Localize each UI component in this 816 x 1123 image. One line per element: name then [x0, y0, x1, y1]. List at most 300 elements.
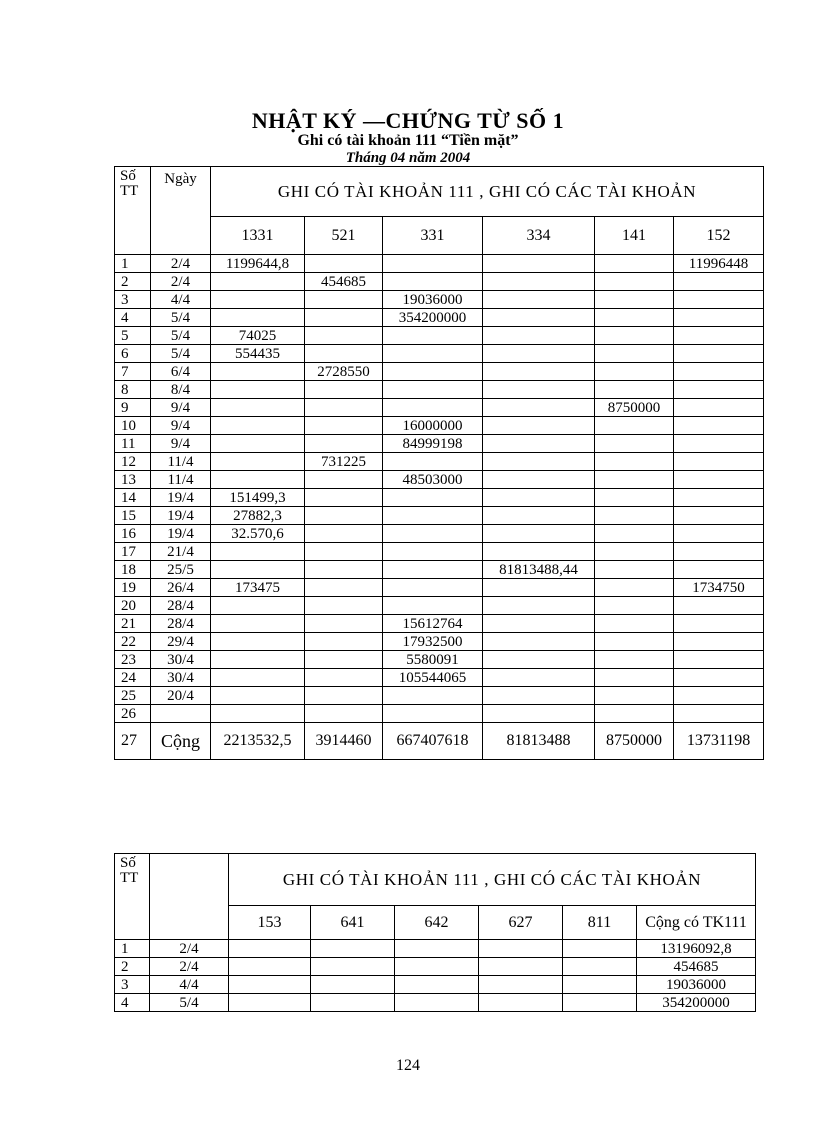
row-number: 26 — [115, 705, 151, 723]
row-value — [305, 381, 383, 399]
row-date: 5/4 — [151, 345, 211, 363]
table-row — [115, 579, 764, 597]
row-value — [483, 327, 595, 345]
row-value — [595, 705, 674, 723]
row-value — [211, 399, 305, 417]
row-number: 18 — [115, 561, 151, 579]
row-value: 74025 — [211, 327, 305, 345]
table-row — [115, 363, 764, 381]
row-value — [595, 615, 674, 633]
row-value — [211, 615, 305, 633]
row-value — [595, 651, 674, 669]
row-number: 10 — [115, 417, 151, 435]
page-subtitle: Ghi có tài khoản 111 “Tiền mặt” — [297, 132, 519, 149]
row-value — [595, 633, 674, 651]
table-row — [115, 994, 756, 1012]
row-value — [595, 381, 674, 399]
account-header: 331 — [383, 217, 483, 255]
row-number: 5 — [115, 327, 151, 345]
total-value: 667407618 — [383, 723, 483, 760]
row-value — [311, 976, 395, 994]
row-value — [305, 345, 383, 363]
row-value: 354200000 — [637, 994, 756, 1012]
row-value — [595, 507, 674, 525]
row-value — [674, 633, 764, 651]
row-value — [674, 525, 764, 543]
row-value — [483, 381, 595, 399]
row-value — [483, 435, 595, 453]
row-value — [479, 994, 563, 1012]
row-number: 20 — [115, 597, 151, 615]
row-date: 9/4 — [151, 435, 211, 453]
table-row — [115, 255, 764, 273]
row-number: 25 — [115, 687, 151, 705]
group-header: GHI CÓ TÀI KHOẢN 111 , GHI CÓ CÁC TÀI KHOẢN — [229, 854, 756, 906]
row-value — [483, 597, 595, 615]
row-value — [595, 561, 674, 579]
row-value — [674, 543, 764, 561]
period-label: Tháng 04 năm 2004 — [345, 150, 471, 166]
row-date: 2/4 — [151, 273, 211, 291]
table-row — [115, 633, 764, 651]
row-value — [305, 417, 383, 435]
row-value — [229, 994, 311, 1012]
row-value — [563, 958, 637, 976]
row-value — [305, 255, 383, 273]
row-date: 30/4 — [151, 669, 211, 687]
total-row — [115, 723, 764, 760]
row-value — [395, 940, 479, 958]
row-value — [311, 940, 395, 958]
row-number: 15 — [115, 507, 151, 525]
row-value — [383, 345, 483, 363]
table-row — [115, 597, 764, 615]
row-number: 23 — [115, 651, 151, 669]
row-date: 25/5 — [151, 561, 211, 579]
row-value — [395, 994, 479, 1012]
row-value — [674, 363, 764, 381]
table-row — [115, 561, 764, 579]
row-date: 26/4 — [151, 579, 211, 597]
table-row — [115, 453, 764, 471]
row-date: 19/4 — [151, 507, 211, 525]
row-value — [305, 651, 383, 669]
row-value — [595, 363, 674, 381]
row-value: 151499,3 — [211, 489, 305, 507]
row-value — [483, 291, 595, 309]
row-number: 12 — [115, 453, 151, 471]
row-number: 22 — [115, 633, 151, 651]
row-value: 11996448 — [674, 255, 764, 273]
row-value: 354200000 — [383, 309, 483, 327]
row-value: 27882,3 — [211, 507, 305, 525]
table-row — [115, 669, 764, 687]
group-header: GHI CÓ TÀI KHOẢN 111 , GHI CÓ CÁC TÀI KHOẢN — [211, 167, 764, 217]
row-value: 15612764 — [383, 615, 483, 633]
row-value — [395, 976, 479, 994]
row-number: 1 — [115, 940, 150, 958]
row-value — [211, 633, 305, 651]
row-value — [305, 597, 383, 615]
row-value — [674, 453, 764, 471]
row-date: 2/4 — [150, 940, 229, 958]
row-value: 19036000 — [637, 976, 756, 994]
row-value: 454685 — [637, 958, 756, 976]
account-header: 141 — [595, 217, 674, 255]
row-date: 4/4 — [150, 976, 229, 994]
row-number: 7 — [115, 363, 151, 381]
row-value — [674, 489, 764, 507]
row-value — [305, 633, 383, 651]
row-date: 2/4 — [151, 255, 211, 273]
row-value — [595, 525, 674, 543]
row-date: 4/4 — [151, 291, 211, 309]
row-value — [595, 597, 674, 615]
row-number: 17 — [115, 543, 151, 561]
account-header: 811 — [563, 906, 637, 940]
table-row — [115, 381, 764, 399]
row-value — [595, 489, 674, 507]
row-number: 2 — [115, 273, 151, 291]
row-value — [305, 507, 383, 525]
row-value — [674, 651, 764, 669]
row-value — [595, 345, 674, 363]
row-value: 105544065 — [383, 669, 483, 687]
row-number: 13 — [115, 471, 151, 489]
row-value: 454685 — [305, 273, 383, 291]
row-value — [479, 958, 563, 976]
row-value: 8750000 — [595, 399, 674, 417]
row-value: 16000000 — [383, 417, 483, 435]
row-value — [229, 940, 311, 958]
header-row — [115, 167, 764, 217]
row-value — [595, 327, 674, 345]
account-header: 642 — [395, 906, 479, 940]
row-value — [383, 381, 483, 399]
row-value — [383, 363, 483, 381]
row-value — [305, 291, 383, 309]
row-value — [383, 705, 483, 723]
stt-header: Số TT — [115, 854, 150, 940]
row-value — [383, 543, 483, 561]
row-value — [305, 705, 383, 723]
row-value — [211, 687, 305, 705]
table-row — [115, 309, 764, 327]
row-number: 4 — [115, 994, 150, 1012]
row-value — [483, 633, 595, 651]
row-number: 4 — [115, 309, 151, 327]
row-value — [674, 669, 764, 687]
row-value — [211, 543, 305, 561]
row-date: 5/4 — [151, 327, 211, 345]
row-number: 1 — [115, 255, 151, 273]
header-row — [115, 854, 756, 906]
table-row — [115, 976, 756, 994]
date-header — [150, 854, 229, 940]
row-value: 32.570,6 — [211, 525, 305, 543]
row-value — [305, 687, 383, 705]
row-value — [595, 687, 674, 705]
row-number: 24 — [115, 669, 151, 687]
total-value: 2213532,5 — [211, 723, 305, 760]
row-value — [483, 507, 595, 525]
row-value — [383, 597, 483, 615]
row-value: 731225 — [305, 453, 383, 471]
row-number: 11 — [115, 435, 151, 453]
row-value — [563, 976, 637, 994]
row-value — [211, 309, 305, 327]
row-value: 17932500 — [383, 633, 483, 651]
row-value — [595, 435, 674, 453]
table-row — [115, 615, 764, 633]
row-value — [211, 651, 305, 669]
row-value: 173475 — [211, 579, 305, 597]
table-row — [115, 705, 764, 723]
row-value — [305, 579, 383, 597]
table-row — [115, 435, 764, 453]
row-value — [483, 525, 595, 543]
row-value — [483, 705, 595, 723]
row-value — [674, 507, 764, 525]
row-date: 9/4 — [151, 399, 211, 417]
row-date: 19/4 — [151, 525, 211, 543]
row-value — [674, 381, 764, 399]
row-date — [151, 705, 211, 723]
row-date: 11/4 — [151, 471, 211, 489]
row-value — [674, 291, 764, 309]
row-value — [383, 489, 483, 507]
table-row — [115, 345, 764, 363]
total-value: 81813488 — [483, 723, 595, 760]
row-value — [479, 976, 563, 994]
journal-table-1 — [114, 166, 764, 760]
row-value — [305, 435, 383, 453]
row-value — [674, 597, 764, 615]
row-value — [563, 994, 637, 1012]
row-value — [595, 579, 674, 597]
row-value — [211, 561, 305, 579]
row-number: 9 — [115, 399, 151, 417]
row-value — [674, 471, 764, 489]
row-date: 19/4 — [151, 489, 211, 507]
row-value: 13196092,8 — [637, 940, 756, 958]
row-value — [305, 525, 383, 543]
row-value — [305, 489, 383, 507]
date-header: Ngày — [151, 167, 211, 255]
row-value — [483, 615, 595, 633]
row-value: 48503000 — [383, 471, 483, 489]
row-value — [395, 958, 479, 976]
row-value — [595, 669, 674, 687]
row-value — [211, 705, 305, 723]
total-number: 27 — [115, 723, 151, 760]
row-value: 84999198 — [383, 435, 483, 453]
row-number: 2 — [115, 958, 150, 976]
row-value — [311, 994, 395, 1012]
row-value — [383, 561, 483, 579]
row-value — [383, 255, 483, 273]
account-header: Cộng có TK111 — [637, 906, 756, 940]
journal-table-2 — [114, 853, 756, 1012]
row-date: 20/4 — [151, 687, 211, 705]
row-value — [305, 615, 383, 633]
row-value — [483, 255, 595, 273]
row-value — [674, 327, 764, 345]
row-value — [674, 705, 764, 723]
table-row — [115, 327, 764, 345]
row-date: 11/4 — [151, 453, 211, 471]
page-title: NHẬT KÝ —CHỨNG TỪ SỐ 1 — [251, 108, 565, 133]
row-value — [305, 561, 383, 579]
row-value — [383, 687, 483, 705]
row-value — [674, 345, 764, 363]
row-value — [383, 579, 483, 597]
row-value — [483, 309, 595, 327]
row-value — [595, 471, 674, 489]
page-number: 124 — [396, 1057, 420, 1074]
row-value: 2728550 — [305, 363, 383, 381]
row-number: 8 — [115, 381, 151, 399]
row-number: 3 — [115, 976, 150, 994]
row-value — [483, 363, 595, 381]
row-value — [383, 525, 483, 543]
row-value — [595, 273, 674, 291]
row-number: 6 — [115, 345, 151, 363]
row-value — [211, 453, 305, 471]
stt-header: Số TT — [115, 167, 151, 255]
row-value — [211, 597, 305, 615]
row-value: 1199644,8 — [211, 255, 305, 273]
row-value — [305, 399, 383, 417]
row-value — [211, 291, 305, 309]
row-number: 21 — [115, 615, 151, 633]
row-value — [674, 687, 764, 705]
row-value — [211, 669, 305, 687]
row-value — [595, 291, 674, 309]
account-header: 627 — [479, 906, 563, 940]
account-header: 1331 — [211, 217, 305, 255]
row-date: 5/4 — [151, 309, 211, 327]
row-value — [479, 940, 563, 958]
table-row — [115, 399, 764, 417]
total-value: 13731198 — [674, 723, 764, 760]
row-value — [383, 327, 483, 345]
row-value — [483, 489, 595, 507]
table-row — [115, 543, 764, 561]
row-date: 30/4 — [151, 651, 211, 669]
row-value — [595, 255, 674, 273]
row-value — [211, 471, 305, 489]
row-value — [674, 417, 764, 435]
row-value — [305, 327, 383, 345]
row-date: 21/4 — [151, 543, 211, 561]
row-value — [483, 273, 595, 291]
row-value — [483, 399, 595, 417]
row-value — [674, 615, 764, 633]
row-number: 3 — [115, 291, 151, 309]
row-value — [305, 669, 383, 687]
row-value — [483, 345, 595, 363]
row-value — [674, 435, 764, 453]
total-value: 3914460 — [305, 723, 383, 760]
total-label: Cộng — [151, 723, 211, 760]
account-header: 152 — [674, 217, 764, 255]
row-date: 29/4 — [151, 633, 211, 651]
table-row — [115, 687, 764, 705]
row-value — [483, 417, 595, 435]
row-value — [595, 453, 674, 471]
row-date: 2/4 — [150, 958, 229, 976]
row-value — [229, 976, 311, 994]
row-date: 6/4 — [151, 363, 211, 381]
row-value — [674, 561, 764, 579]
row-value: 554435 — [211, 345, 305, 363]
row-value: 19036000 — [383, 291, 483, 309]
row-number: 16 — [115, 525, 151, 543]
row-value — [211, 273, 305, 291]
table-row — [115, 489, 764, 507]
row-number: 14 — [115, 489, 151, 507]
row-value — [595, 417, 674, 435]
row-value — [211, 435, 305, 453]
row-value: 1734750 — [674, 579, 764, 597]
row-number: 19 — [115, 579, 151, 597]
table-row — [115, 507, 764, 525]
account-header: 641 — [311, 906, 395, 940]
row-date: 28/4 — [151, 615, 211, 633]
account-header: 521 — [305, 217, 383, 255]
row-value — [305, 543, 383, 561]
row-date: 8/4 — [151, 381, 211, 399]
row-value — [563, 940, 637, 958]
row-value — [383, 273, 483, 291]
row-value — [383, 399, 483, 417]
row-value — [311, 958, 395, 976]
table-row — [115, 471, 764, 489]
table-row — [115, 273, 764, 291]
row-value — [211, 417, 305, 435]
row-value — [595, 543, 674, 561]
row-value — [483, 651, 595, 669]
row-value — [229, 958, 311, 976]
row-date: 9/4 — [151, 417, 211, 435]
row-value — [674, 399, 764, 417]
row-value — [674, 309, 764, 327]
table-row — [115, 940, 756, 958]
account-header: 334 — [483, 217, 595, 255]
table-row — [115, 525, 764, 543]
row-value — [211, 363, 305, 381]
row-value — [595, 309, 674, 327]
row-value — [483, 687, 595, 705]
table-row — [115, 417, 764, 435]
row-value — [383, 507, 483, 525]
row-value — [483, 471, 595, 489]
row-value — [483, 453, 595, 471]
row-value: 81813488,44 — [483, 561, 595, 579]
row-value — [483, 543, 595, 561]
account-header: 153 — [229, 906, 311, 940]
row-value — [305, 309, 383, 327]
row-value: 5580091 — [383, 651, 483, 669]
row-value — [483, 669, 595, 687]
table-row — [115, 651, 764, 669]
total-value: 8750000 — [595, 723, 674, 760]
row-value — [305, 471, 383, 489]
table-row — [115, 291, 764, 309]
row-value — [211, 381, 305, 399]
row-value — [483, 579, 595, 597]
